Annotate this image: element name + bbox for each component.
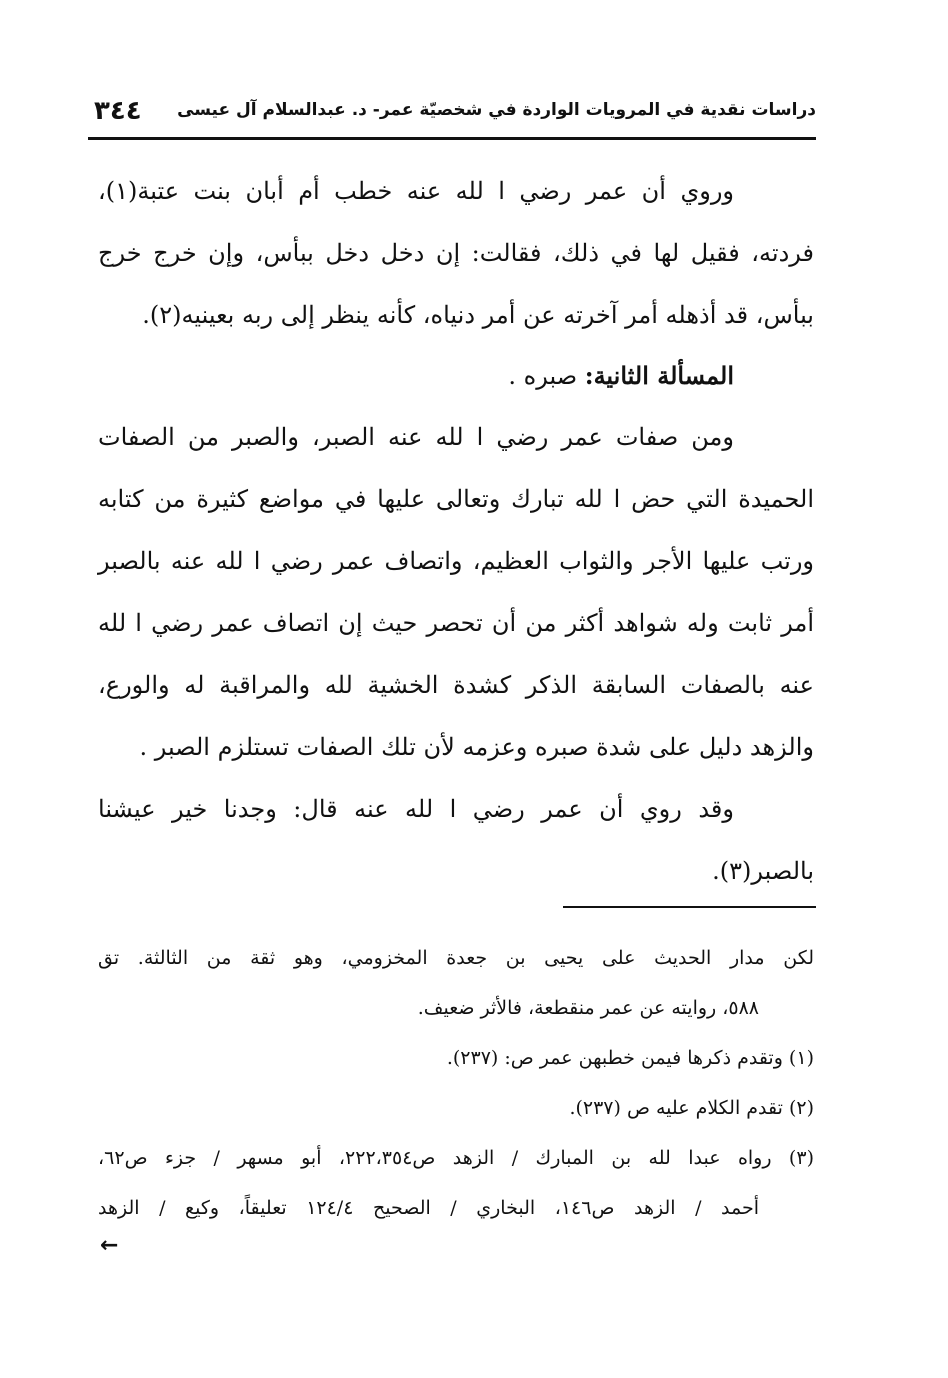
- footnote-2: (٢) تقدم الكلام عليه ص (٢٣٧).: [569, 1097, 814, 1119]
- paragraph-2-line-6: والزهد دليل على شدة صبره وعزمه لأن تلك الصفات تستلزم الصبر .: [139, 733, 814, 761]
- paragraph-2-line-2: الحميدة التي حض ا لله تبارك وتعالى عليها في مواضع كثيرة من كتابه: [98, 485, 814, 513]
- section-heading-label: المسألة الثانية:: [584, 361, 734, 390]
- footnote-3-line-2: أحمد / الزهد ص١٤٦، البخاري / الصحيح ١٢٤/٤ تعليقاً، وكيع / الزهد: [98, 1197, 759, 1219]
- paragraph-1-line-3: ببأس، قد أذهله أمر آخرته عن أمر دنياه، كأنه ينظر إلى ربه بعينيه(٢).: [142, 301, 814, 329]
- body-text: [98, 160, 814, 902]
- paragraph-1-line-2: فردته، فقيل لها في ذلك، فقالت: إن دخل دخل ببأس، وإن خرج خرج: [98, 239, 814, 267]
- footnote-separator: [563, 906, 816, 908]
- continue-arrow-icon: ←: [100, 1233, 119, 1258]
- footnotes: [98, 933, 814, 1233]
- footnote-continued-line-1: لكن مدار الحديث على يحيى بن جعدة المخزومي، وهو ثقة من الثالثة. تق: [98, 947, 814, 969]
- paragraph-2-line-4: أمر ثابت وله شواهد أكثر من أن تحصر حيث إن اتصاف عمر رضي ا لله: [98, 609, 814, 637]
- section-heading-text: صبره .: [508, 362, 585, 390]
- paragraph-3-line-1: وقد روي أن عمر رضي ا لله عنه قال: وجدنا خير عيشنا: [98, 795, 734, 823]
- running-title: دراسات نقدية في المرويات الواردة في شخصيّة عمر- د. عبدالسلام آل عيسى: [177, 100, 816, 120]
- header-rule: [88, 137, 816, 140]
- footnote-continued-line-2: ٥٨٨، روايته عن عمر منقطعة، فالأثر ضعيف.: [417, 997, 759, 1019]
- paragraph-2-line-1: ومن صفات عمر رضي ا لله عنه الصبر، والصبر من الصفات: [98, 423, 734, 451]
- page-header: [88, 96, 816, 136]
- page-number: ٣٤٤: [94, 96, 142, 126]
- paragraph-2-line-3: ورتب عليها الأجر والثواب العظيم، واتصاف عمر رضي ا لله عنه بالصبر: [98, 547, 814, 575]
- paragraph-2-line-5: عنه بالصفات السابقة الذكر كشدة الخشية لله والمراقبة له والورع،: [98, 671, 814, 699]
- paragraph-1-line-1: وروي أن عمر رضي ا لله عنه خطب أم أبان بنت عتبة(١)،: [98, 177, 734, 205]
- footnote-1: (١) وتقدم ذكرها فيمن خطبهن عمر ص: (٢٣٧).: [446, 1047, 814, 1069]
- footnote-3-line-1: (٣) رواه عبدا لله بن المبارك / الزهد ص٢٢٢،٣٥٤، أبو مسهر / جزء ص٦٢،: [98, 1147, 814, 1169]
- paragraph-3-line-2: بالصبر(٣).: [712, 857, 814, 885]
- section-heading: [98, 346, 814, 406]
